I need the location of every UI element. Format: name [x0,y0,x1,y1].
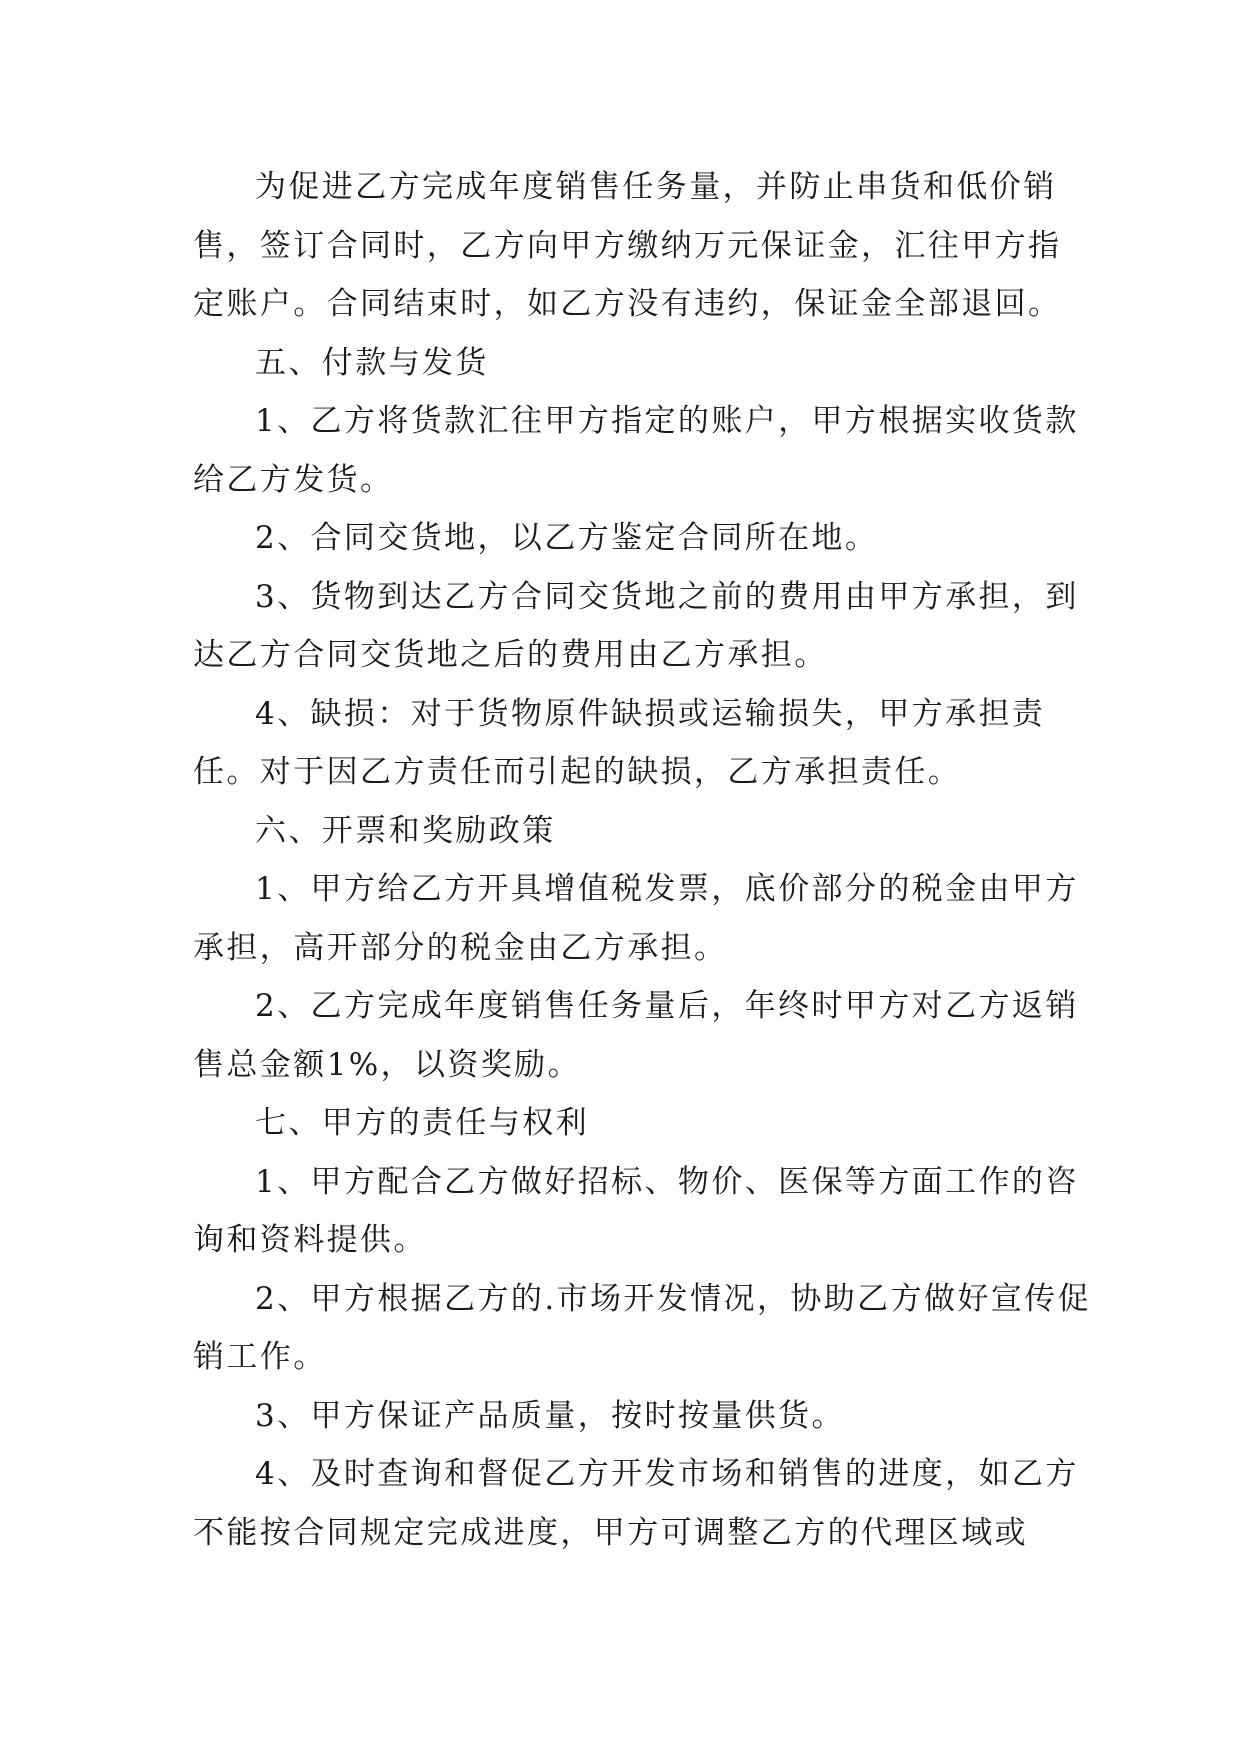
paragraph-deposit: 为促进乙方完成年度销售任务量，并防止串货和低价销售，签订合同时，乙方向甲方缴纳万元保证金，汇往甲方指定账户。合同结束时，如乙方没有违约，保证金全部退回。 [193,169,1062,322]
paragraph-payment-4: 4、缺损：对于货物原件缺损或运输损失，甲方承担责任。对于因乙方责任而引起的缺损，乙方承担责任。 [193,695,1046,790]
document-body [193,158,1093,1562]
paragraph-invoice-1: 1、甲方给乙方开具增值税发票，底价部分的税金由甲方承担，高开部分的税金由乙方承担。 [193,871,1079,966]
paragraph-duties-2: 2、甲方根据乙方的.市场开发情况，协助乙方做好宣传促销工作。 [193,1280,1091,1375]
paragraph-payment-1: 1、乙方将货款汇往甲方指定的账户，甲方根据实收货款给乙方发货。 [193,403,1079,498]
paragraph-duties-4: 4、及时查询和督促乙方开发市场和销售的进度，如乙方不能按合同规定完成进度，甲方可调整乙方的代理区域或 [193,1456,1079,1551]
section-heading-party-a-duties: 七、甲方的责任与权利 [255,1105,589,1141]
paragraph-duties-3: 3、甲方保证产品质量，按时按量供货。 [255,1397,845,1434]
paragraph-invoice-2: 2、乙方完成年度销售任务量后，年终时甲方对乙方返销售总金额1%，以资奖励。 [193,988,1079,1083]
section-heading-payment-delivery: 五、付款与发货 [255,344,489,381]
paragraph-payment-2: 2、合同交货地，以乙方鉴定合同所在地。 [255,520,879,556]
paragraph-duties-1: 1、甲方配合乙方做好招标、物价、医保等方面工作的咨询和资料提供。 [193,1163,1079,1258]
section-heading-invoice-reward: 六、开票和奖励政策 [255,812,556,849]
paragraph-payment-3: 3、货物到达乙方合同交货地之前的费用由甲方承担，到达乙方合同交货地之后的费用由乙方承担。 [193,578,1079,673]
